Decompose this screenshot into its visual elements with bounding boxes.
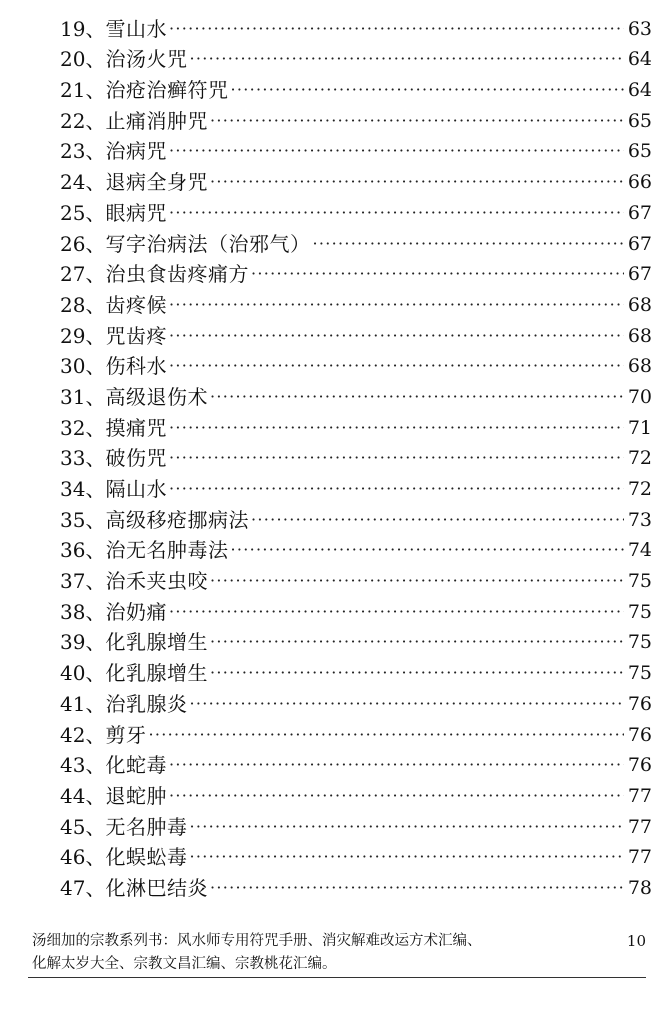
toc-entry-title: 治奶痛 bbox=[105, 599, 167, 624]
toc-entry-title: 治疮治癣符咒 bbox=[105, 78, 229, 103]
toc-entry-title: 化乳腺增生 bbox=[105, 661, 208, 686]
toc-entry-number: 38、 bbox=[60, 599, 106, 624]
toc-entry-number: 42、 bbox=[60, 722, 106, 747]
toc-entry-number: 37、 bbox=[60, 569, 106, 594]
toc-entry bbox=[60, 8, 652, 39]
toc-entry-title: 治无名肿毒法 bbox=[105, 538, 229, 563]
toc-entry-page: 64 bbox=[627, 79, 652, 102]
toc-entry-page: 65 bbox=[627, 140, 652, 163]
toc-dot-leader bbox=[228, 542, 624, 560]
toc-entry-title: 雪山水 bbox=[105, 16, 167, 41]
toc-dot-leader bbox=[208, 113, 624, 131]
toc-dot-leader bbox=[208, 634, 624, 652]
toc-entry bbox=[60, 438, 652, 469]
toc-entry bbox=[60, 837, 652, 868]
footer-rule bbox=[28, 977, 646, 978]
toc-entry-number: 20、 bbox=[60, 47, 106, 72]
toc-entry-page: 74 bbox=[627, 539, 652, 562]
toc-entry-page: 77 bbox=[627, 784, 652, 807]
toc-entry-page: 73 bbox=[627, 508, 652, 531]
toc-dot-leader bbox=[167, 481, 624, 499]
toc-dot-leader bbox=[187, 51, 624, 69]
toc-entry-number: 26、 bbox=[60, 231, 106, 256]
toc-dot-leader bbox=[167, 328, 624, 346]
toc-entry bbox=[60, 284, 652, 315]
toc-entry-number: 19、 bbox=[60, 16, 106, 41]
toc-dot-leader bbox=[208, 665, 624, 683]
toc-entry-title: 隔山水 bbox=[105, 477, 167, 501]
toc-entry-number: 23、 bbox=[60, 139, 106, 164]
toc-entry-page: 68 bbox=[627, 293, 652, 316]
toc-dot-leader bbox=[167, 143, 624, 161]
toc-entry bbox=[60, 745, 652, 776]
toc-entry-title: 治乳腺炎 bbox=[105, 691, 188, 716]
toc-entry-title: 化淋巴结炎 bbox=[105, 875, 208, 900]
toc-entry-page: 66 bbox=[627, 171, 652, 194]
toc-entry-number: 30、 bbox=[60, 354, 106, 379]
toc-entry bbox=[60, 315, 652, 346]
toc-entry-title: 眼病咒 bbox=[105, 200, 167, 225]
toc-entry-number: 22、 bbox=[60, 108, 106, 133]
toc-dot-leader bbox=[249, 266, 624, 284]
toc-entry bbox=[60, 622, 652, 653]
toc-entry-number: 28、 bbox=[60, 292, 106, 317]
toc-entry bbox=[60, 69, 652, 103]
toc-dot-leader bbox=[167, 757, 624, 775]
toc-entry-number: 24、 bbox=[60, 170, 106, 195]
toc-entry bbox=[60, 39, 652, 70]
toc-entry-title: 破伤咒 bbox=[105, 446, 167, 471]
toc-entry-number: 25、 bbox=[60, 200, 106, 225]
toc-dot-leader bbox=[187, 696, 624, 714]
toc-dot-leader bbox=[208, 389, 624, 407]
toc-entry bbox=[60, 714, 652, 745]
toc-entry-number: 33、 bbox=[60, 446, 106, 471]
toc-dot-leader bbox=[167, 358, 624, 376]
toc-entry-title: 高级移疮挪病法 bbox=[105, 507, 249, 532]
toc-entry-page: 76 bbox=[627, 692, 652, 715]
toc-entry bbox=[60, 499, 652, 530]
toc-entry-number: 32、 bbox=[60, 415, 106, 440]
toc-dot-leader bbox=[146, 727, 624, 745]
toc-entry-page: 72 bbox=[627, 447, 652, 470]
page-number: 10 bbox=[626, 932, 646, 950]
footer-line-1: 汤细加的宗教系列书：风水师专用符咒手册、消灾解难改运方术汇编、 bbox=[32, 933, 482, 949]
toc-entry-number: 45、 bbox=[60, 814, 106, 839]
toc-entry bbox=[60, 376, 652, 407]
toc-entry-title: 高级退伤术 bbox=[105, 384, 208, 409]
toc-entry-title: 治病咒 bbox=[105, 139, 167, 164]
toc-dot-leader bbox=[167, 788, 624, 806]
toc-entry-page: 68 bbox=[627, 324, 652, 347]
toc-entry bbox=[60, 346, 652, 377]
toc-entry-page: 67 bbox=[627, 232, 652, 255]
toc-entry bbox=[60, 223, 652, 254]
toc-entry-number: 31、 bbox=[60, 384, 106, 409]
toc-entry-title: 伤科水 bbox=[105, 354, 167, 379]
toc-entry-page: 64 bbox=[627, 48, 652, 71]
toc-entry-title: 化蜈蚣毒 bbox=[105, 845, 188, 870]
toc-entry bbox=[60, 254, 652, 285]
toc-entry bbox=[60, 775, 652, 806]
toc-dot-leader bbox=[228, 82, 624, 100]
toc-dot-leader bbox=[187, 819, 624, 837]
toc-entry-number: 40、 bbox=[60, 661, 106, 686]
toc-entry-page: 68 bbox=[627, 355, 652, 378]
toc-entry-title: 治虫食齿疼痛方 bbox=[105, 262, 249, 287]
toc-entry bbox=[60, 560, 652, 594]
toc-entry bbox=[60, 652, 652, 686]
toc-entry bbox=[60, 867, 652, 898]
toc-entry bbox=[60, 591, 652, 622]
toc-entry-title: 治禾夹虫咬 bbox=[105, 569, 208, 594]
toc-dot-leader bbox=[167, 21, 624, 39]
toc-entry-page: 75 bbox=[627, 662, 652, 685]
toc-entry bbox=[60, 683, 652, 714]
toc-entry bbox=[60, 407, 652, 438]
toc-dot-leader bbox=[167, 420, 624, 438]
toc-entry bbox=[60, 806, 652, 837]
toc-dot-leader bbox=[310, 236, 624, 254]
toc-dot-leader bbox=[167, 297, 624, 315]
toc-entry-number: 36、 bbox=[60, 538, 106, 563]
toc-entry-page: 70 bbox=[627, 385, 652, 408]
toc-entry bbox=[60, 161, 652, 195]
toc-entry-page: 76 bbox=[627, 754, 652, 777]
toc-dot-leader bbox=[167, 450, 624, 468]
toc-entry-number: 46、 bbox=[60, 845, 106, 870]
toc-entry-number: 47、 bbox=[60, 875, 106, 900]
toc-entry-title: 写字治病法（治邪气） bbox=[105, 231, 311, 256]
toc-entry-number: 21、 bbox=[60, 78, 106, 103]
toc-entry bbox=[60, 192, 652, 223]
toc-entry-page: 71 bbox=[627, 416, 652, 439]
toc-entry-page: 77 bbox=[627, 815, 652, 838]
toc-dot-leader bbox=[208, 573, 624, 591]
toc-entry-page: 67 bbox=[627, 263, 652, 286]
toc-entry-page: 72 bbox=[627, 478, 652, 500]
toc-entry bbox=[60, 530, 652, 561]
toc-dot-leader bbox=[167, 604, 624, 622]
toc-entry-title: 退蛇肿 bbox=[105, 783, 167, 808]
toc-dot-leader bbox=[208, 880, 624, 898]
toc-entry bbox=[60, 100, 652, 131]
toc-entry-title: 咒齿疼 bbox=[105, 323, 167, 348]
toc-entry-page: 75 bbox=[627, 631, 652, 654]
toc-entry-title: 摸痛咒 bbox=[105, 415, 167, 440]
toc-dot-leader bbox=[249, 512, 624, 530]
toc-entry-title: 化乳腺增生 bbox=[105, 630, 208, 655]
toc-dot-leader bbox=[208, 174, 624, 192]
toc-entry-title: 治汤火咒 bbox=[105, 47, 188, 72]
toc-entry-number: 34、 bbox=[60, 477, 106, 501]
toc-entry-number: 41、 bbox=[60, 691, 106, 716]
toc-entry-title: 剪牙 bbox=[105, 722, 147, 747]
toc-entry-number: 29、 bbox=[60, 323, 106, 348]
toc-entry-number: 27、 bbox=[60, 262, 106, 287]
toc-entry-page: 67 bbox=[627, 201, 652, 224]
toc-entry-number: 44、 bbox=[60, 783, 106, 808]
toc-entry-page: 76 bbox=[627, 723, 652, 746]
toc-entry-title: 止痛消肿咒 bbox=[105, 108, 208, 133]
toc-entry-page: 65 bbox=[627, 109, 652, 132]
toc-entry-number: 39、 bbox=[60, 630, 106, 655]
toc-dot-leader bbox=[167, 205, 624, 223]
toc-entry-title: 齿疼候 bbox=[105, 292, 167, 317]
toc-entry bbox=[60, 468, 652, 499]
toc-entry-page: 77 bbox=[627, 846, 652, 869]
toc-entry-number: 35、 bbox=[60, 507, 106, 532]
toc-entry-page: 75 bbox=[627, 570, 652, 593]
footer-line-2: 化解太岁大全、宗教文昌汇编、宗教桃花汇编。 bbox=[32, 956, 337, 972]
toc-entry-page: 63 bbox=[627, 17, 652, 40]
toc-entry-title: 退病全身咒 bbox=[105, 170, 208, 195]
toc-entry-title: 无名肿毒 bbox=[105, 814, 188, 839]
toc-entry-title: 化蛇毒 bbox=[105, 753, 167, 778]
toc-entry-page: 75 bbox=[627, 600, 652, 623]
toc-entry-number: 43、 bbox=[60, 753, 106, 778]
toc-entry-page: 78 bbox=[627, 876, 652, 899]
footer-series-note bbox=[32, 930, 592, 976]
table-of-contents bbox=[60, 8, 652, 898]
toc-entry bbox=[60, 131, 652, 162]
toc-dot-leader bbox=[187, 849, 624, 867]
